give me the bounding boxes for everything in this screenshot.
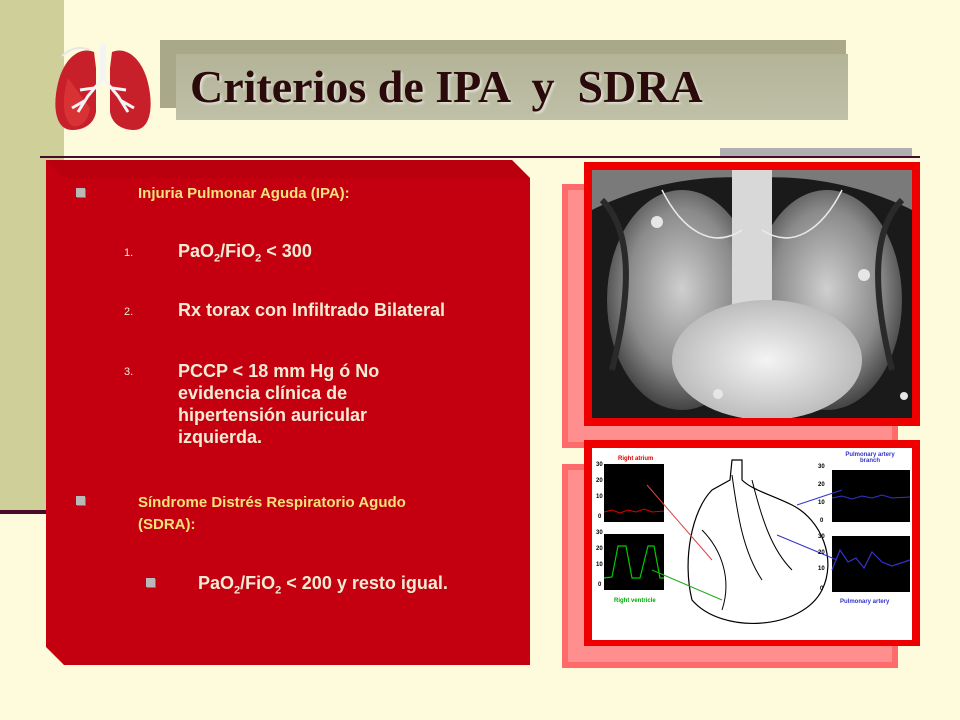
tick-label: 20 — [818, 550, 825, 556]
list-number: 1. — [124, 247, 134, 259]
label-pulmonary-artery: Pulmonary artery — [840, 599, 890, 605]
tick-label: 30 — [596, 462, 603, 468]
tick-label: 30 — [596, 530, 603, 536]
section-heading-sdra: Síndrome Distrés Respiratorio Agudo (SDRA): — [138, 494, 406, 533]
heart-pressure-diagram — [592, 450, 912, 640]
sdra-criterion: PaO$_2$/FiO$_2$ < 200 y resto igual. — [198, 573, 448, 597]
tick-label: 0 — [598, 582, 602, 588]
list-number: 3. — [124, 366, 134, 378]
tick-label: 10 — [596, 562, 603, 568]
title-rule — [40, 156, 920, 158]
tick-label: 20 — [596, 546, 603, 552]
label-pulmonary-artery-branch: Pulmonary artery branch — [845, 452, 895, 464]
ipa-criterion-3: PCCP < 18 mm Hg ó No evidencia clínica de hipertensión auricular izquierda. — [178, 361, 380, 447]
tick-label: 0 — [598, 514, 602, 520]
ipa-criterion-1: PaO$_2$/FiO$_2$ < 300 — [178, 241, 312, 265]
bullet-icon — [146, 578, 155, 587]
tick-label: 0 — [820, 518, 824, 524]
ipa-criterion-2: Rx torax con Infiltrado Bilateral — [178, 300, 446, 320]
slide-title: Criterios de IPA y SDRA — [190, 61, 703, 112]
label-right-ventricle: Right ventricle — [614, 598, 656, 604]
label-right-atrium: Right atrium — [618, 456, 654, 462]
tick-label: 10 — [818, 566, 825, 572]
section-heading-ipa: Injuria Pulmonar Aguda (IPA): — [138, 185, 350, 202]
list-number: 2. — [124, 306, 134, 318]
chest-xray-image — [592, 170, 912, 418]
tick-label: 30 — [818, 464, 825, 470]
tick-label: 10 — [818, 500, 825, 506]
tick-label: 10 — [596, 494, 603, 500]
bullet-icon — [76, 188, 85, 197]
tick-label: 30 — [818, 534, 825, 540]
tick-label: 20 — [596, 478, 603, 484]
bullet-icon — [76, 496, 85, 505]
lungs-icon — [50, 38, 156, 138]
tick-label: 20 — [818, 482, 825, 488]
tick-label: 0 — [820, 586, 824, 592]
accent-bar — [720, 148, 912, 156]
